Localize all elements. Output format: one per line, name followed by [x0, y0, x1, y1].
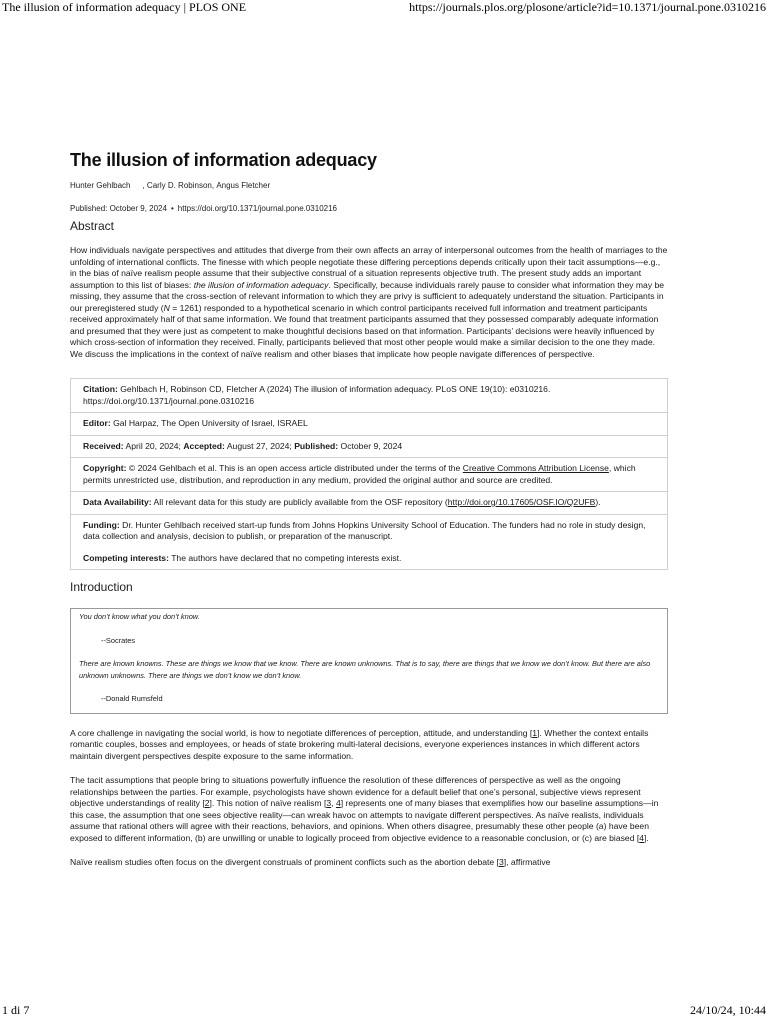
data-availability-row: [71, 492, 667, 515]
publication-meta: [70, 204, 668, 213]
competing-interests-text: The authors have declared that no competing interests exist.: [171, 552, 402, 563]
epigraph-box: [70, 608, 668, 714]
introduction-heading: Introduction: [70, 580, 133, 594]
print-footer: [0, 1003, 768, 1018]
abstract-heading: Abstract: [70, 219, 115, 233]
author-link[interactable]: , Carly D. Robinson,: [142, 181, 215, 190]
print-header: [0, 0, 768, 15]
paragraph: [70, 775, 668, 844]
paragraph-text: ]. Whether the context entails romantic couples, bosses and employees, or heads of state brokering multi-lateral decisions, everyone experiences instances in which different actors maintain divergent perspectives despite exposure to the same information.: [70, 727, 649, 761]
reference-link[interactable]: 4: [639, 832, 645, 843]
reference-link[interactable]: 3: [498, 857, 504, 867]
print-timestamp: 24/10/24, 10:44: [689, 1003, 766, 1017]
page-counter: 1 di 7: [2, 1003, 30, 1017]
paragraph-text: Naïve realism studies often focus on the divergent construals of prominent conflicts such as the abortion debate [: [70, 857, 499, 867]
reference-link[interactable]: 3: [326, 798, 332, 808]
article-info-box: [70, 378, 668, 570]
epigraph-attribution: --Socrates: [101, 635, 136, 645]
dates-row: [71, 436, 667, 459]
epigraph-attribution: --Donald Rumsfeld: [101, 694, 163, 703]
epigraph-quote: There are known knowns. These are things we know that we know. There are known unknowns. That is to say, there are things that we know we don’t know. But there are also unknown unknowns. There are things we don’t know we don’t know.: [79, 659, 651, 680]
reference-link[interactable]: 4: [335, 798, 341, 808]
citation-label: Citation:: [83, 384, 118, 394]
abstract-emphasis: N: [163, 302, 170, 313]
abstract-text: [70, 245, 668, 360]
introduction-body: [70, 728, 668, 869]
author-link[interactable]: Angus Fletcher: [216, 181, 271, 190]
osf-repository-link[interactable]: http://doi.org/10.17605/OSF.IO/Q2UFB: [447, 497, 596, 507]
accepted-date: August 27, 2024;: [226, 440, 292, 451]
copyright-row: [71, 458, 667, 492]
epigraph-quote: You don’t know what you don’t know.: [79, 612, 200, 621]
article-title: The illusion of information adequacy: [70, 150, 377, 170]
paragraph-text: ,: [331, 798, 336, 808]
citation-row: [71, 379, 667, 413]
funding-text: Dr. Hunter Gehlbach received start-up funds from Johns Hopkins University School of Education. The funders had no role in study design, data collection and analysis, decision to publish, or preparation of the manuscript.: [83, 519, 646, 541]
funding-label: Funding:: [83, 519, 120, 530]
paragraph-text: ]. This notion of naïve realism [: [209, 798, 327, 808]
print-header-title: The illusion of information adequacy | PLOS ONE: [2, 0, 247, 14]
article-content: [70, 150, 668, 882]
competing-interests-label: Competing interests:: [83, 552, 169, 563]
published-label: Published:: [294, 440, 339, 451]
print-header-url: https://journals.plos.org/plosone/article?id=10.1371/journal.pone.0310216: [409, 0, 766, 14]
citation-text: Gehlbach H, Robinson CD, Fletcher A (2024) The illusion of information adequacy. PLoS ONE 19(10): e0310216. https://doi.org/10.1371/journal.pone.0310216: [83, 384, 551, 406]
abstract-emphasis: the illusion of information adequacy: [193, 279, 329, 290]
paragraph-text: A core challenge in navigating the social world, is how to negotiate differences of perception, attitude, and understanding [: [70, 727, 533, 738]
paragraph-text: ], affirmative: [503, 857, 551, 867]
funding-row: [71, 515, 667, 570]
author-link[interactable]: Hunter Gehlbach: [70, 181, 131, 190]
data-availability-text: ).: [595, 497, 601, 507]
bullet-separator: •: [170, 204, 174, 213]
paragraph-text: The tacit assumptions that people bring to situations powerfully influence the resolution of these differences of perspective as well as the ongoing relationships between the parties. For example, psychologists have shown evidence for a default belief that one’s personal, subjective views represent objective understandings of reality [: [70, 775, 641, 808]
editor-label: Editor:: [83, 418, 111, 428]
paragraph: [70, 728, 668, 763]
received-label: Received:: [83, 440, 124, 451]
paragraph: [70, 857, 668, 869]
license-link[interactable]: Creative Commons Attribution License: [462, 463, 609, 473]
paragraph-text: ] represents one of many biases that exemplifies how our baseline assumptions—in this case, the assumption that one sees objective reality—can wreak havoc on attempts to navigate different perspectives. As naïve realists, individuals assume that rational others will agree with their reactions, behaviors, and opinions. When others disagree, presumably these other people (a) have been exposed to different information, (b) are unwilling or unable to logically proceed from objective evidence to a reasonable conclusion, or (c) are biased [: [70, 798, 659, 843]
abstract: [70, 245, 668, 360]
published-date: Published: October 9, 2024: [70, 204, 167, 213]
abstract-part: How individuals navigate perspectives and attitudes that diverge from their own affects an array of interpersonal outcomes from the health of marriages to the unfolding of international conflicts. The finesse with which people negotiate these differing perceptions depends critically upon their tacit assumptions—e.g., in the bias of naïve realism people assume that their subjective construal of a situation represents objective truth. The present study adds an important assumption to this list of biases:: [70, 245, 668, 290]
copyright-text: © 2024 Gehlbach et al. This is an open access article distributed under the terms of the: [128, 463, 463, 473]
copyright-label: Copyright:: [83, 463, 127, 473]
reference-link[interactable]: 1: [532, 727, 538, 738]
abstract-part: = 1261) responded to a hypothetical scenario in which control participants received full information and treatment participants received approximately half of that same information. We found that treatment participants assumed that they possessed comparably adequate information and presumed that they were just as competent to make thoughtful decisions based on that information. Participants’ decisions were heavily influenced by which cross-section of information they received. Finally, participants believed that most other people would make a similar decision to the one they made. We discuss the implications in the context of naïve realism and other biases that implicate how people navigate differences of perspective.: [70, 302, 659, 359]
doi-link[interactable]: https://doi.org/10.1371/journal.pone.0310216: [177, 204, 338, 213]
reference-link[interactable]: 2: [204, 798, 210, 808]
copyright-text: , which permits unrestricted use, distribution, and reproduction in any medium, provided the original author and source are credited.: [83, 463, 636, 485]
abstract-part: . Specifically, because individuals rarely pause to consider what information they may be missing, they assume that the cross-section of relevant information to which they are privy is sufficient to adequately understand the situation. Participants in our preregistered study (: [70, 279, 665, 313]
data-availability-label: Data Availability:: [83, 497, 152, 507]
accepted-label: Accepted:: [183, 440, 225, 451]
editor-row: [71, 413, 667, 436]
paragraph-text: ].: [644, 832, 649, 843]
editor-text: Gal Harpaz, The Open University of Israel, ISRAEL: [113, 418, 308, 428]
published-date-info: October 9, 2024: [340, 440, 403, 451]
received-date: April 20, 2024;: [125, 440, 181, 451]
data-availability-text: All relevant data for this study are publicly available from the OSF repository (: [153, 497, 448, 507]
author-list: [70, 181, 668, 190]
